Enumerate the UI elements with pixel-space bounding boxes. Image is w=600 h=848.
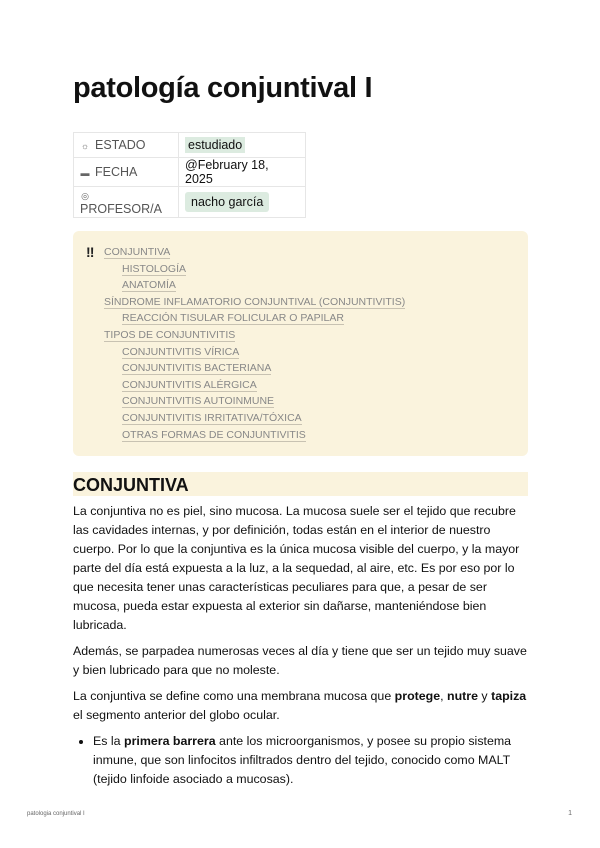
property-key: [74, 187, 179, 218]
page-title: patología conjuntival I: [73, 72, 373, 104]
toc-link[interactable]: OTRAS FORMAS DE CONJUNTIVITIS: [122, 428, 306, 441]
toc-link[interactable]: ANATOMÍA: [122, 279, 176, 292]
property-key-label: ESTADO: [95, 138, 146, 152]
property-value[interactable]: [179, 133, 306, 158]
calendar-icon: ▬: [80, 168, 90, 178]
property-key: [74, 133, 179, 158]
toc-link[interactable]: HISTOLOGÍA: [122, 262, 186, 275]
list-item: • Es la primera barrera ante los microorganismos, y posee su propio sistema inmune, que son linfocitos infiltrados dentro del tejido, conocido como MALT (tejido linfoide asociado a mucosas).: [93, 732, 528, 789]
property-value[interactable]: [179, 158, 306, 187]
toc-link[interactable]: CONJUNTIVITIS ALÉRGICA: [122, 378, 257, 391]
page-number: 1: [568, 810, 572, 817]
footer-document-title: patologia conjuntival I: [27, 811, 85, 817]
toc-link[interactable]: SÍNDROME INFLAMATORIO CONJUNTIVAL (CONJUNTIVITIS): [104, 295, 406, 308]
property-key-label: PROFESOR/A: [80, 202, 162, 216]
property-row-fecha: [74, 158, 306, 187]
person-icon: ◎: [81, 191, 89, 201]
toc-callout: [73, 231, 528, 456]
property-key-label: FECHA: [95, 165, 138, 179]
toc-link[interactable]: TIPOS DE CONJUNTIVITIS: [104, 328, 236, 341]
properties-table: [73, 132, 306, 218]
toc-link[interactable]: CONJUNTIVA: [104, 246, 171, 258]
paragraph: La conjuntiva se define como una membrana mucosa que protege, nutre y tapiza el segmento anterior del globo ocular.: [73, 689, 527, 722]
toc-link[interactable]: CONJUNTIVITIS AUTOINMUNE: [122, 395, 275, 408]
toc-link[interactable]: REACCIÓN TISULAR FOLICULAR O PAPILAR: [122, 312, 344, 325]
property-key: [74, 158, 179, 187]
property-value[interactable]: [179, 187, 306, 218]
paragraph: Además, se parpadea numerosas veces al día y tiene que ser un tejido muy suave y bien lubricado para que no moleste.: [73, 644, 527, 677]
property-row-estado: [74, 133, 306, 158]
sun-icon: ☼: [80, 141, 90, 151]
section-heading: CONJUNTIVA: [73, 472, 528, 496]
property-row-profesor: [74, 187, 306, 218]
toc-link[interactable]: CONJUNTIVITIS VÍRICA: [122, 345, 240, 358]
table-of-contents: [104, 244, 405, 443]
bullet-list: [73, 732, 528, 789]
toc-link[interactable]: CONJUNTIVITIS IRRITATIVA/TÓXICA: [122, 411, 302, 424]
double-exclamation-icon: ‼: [86, 244, 95, 260]
status-value: estudiado: [185, 137, 245, 153]
toc-link[interactable]: CONJUNTIVITIS BACTERIANA: [122, 362, 272, 375]
date-value: @February 18, 2025: [185, 158, 269, 186]
section-body: [73, 502, 528, 789]
paragraph: La conjuntiva no es piel, sino mucosa. La mucosa suele ser el tejido que recubre las cavidades internas, y por definición, todas están en el interior de nuestro cuerpo. Por lo que la conjuntiva es la única mucosa visible del cuerpo, y la mayor parte del día está expuesta a la luz, a la sequedad, al aire, etc. Es por eso por lo que necesita tener unas características peculiares para que, a pesar de ser mucosa, pueda estar expuesta al exterior sin dañarse, manteniéndose bien lubricada.: [73, 504, 520, 632]
professor-chip[interactable]: nacho garcía: [185, 192, 269, 212]
